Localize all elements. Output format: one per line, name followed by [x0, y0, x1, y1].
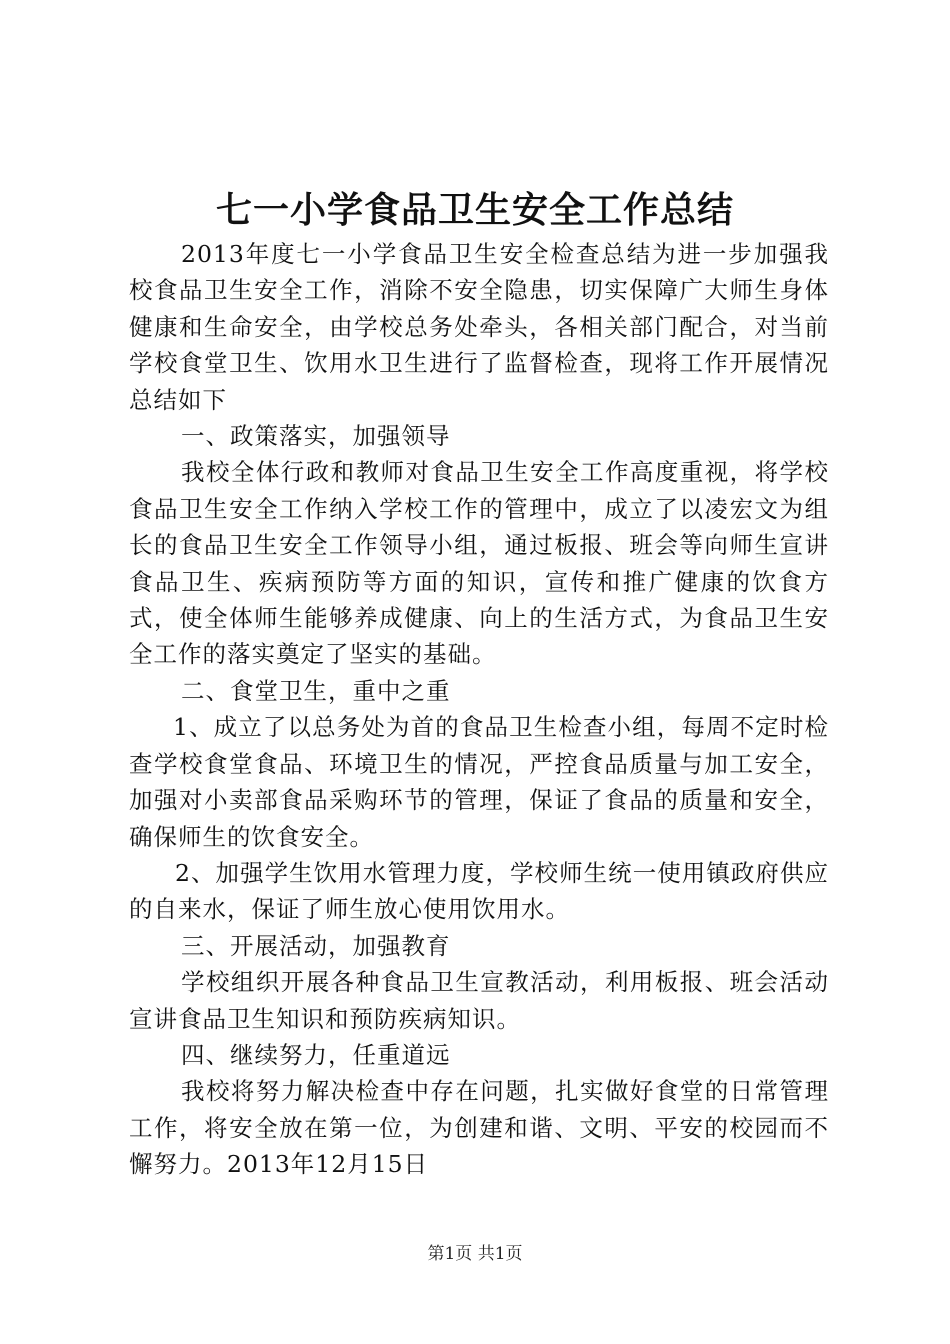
section-2-item-2: 2、加强学生饮用水管理力度，学校师生统一使用镇政府供应的自来水，保证了师生放心使用饮用水。 [129, 858, 829, 924]
section-3-paragraph: 学校组织开展各种食品卫生宣教活动，利用板报、班会活动宣讲食品卫生知识和预防疾病知识。 [129, 968, 829, 1033]
document-title: 七一小学食品卫生安全工作总结 [215, 189, 734, 231]
section-4-paragraph: 我校将努力解决检查中存在问题，扎实做好食堂的日常管理工作，将安全放在第一位，为创建和谐、文明、平安的校园而不懈努力。2013年12月15日 [129, 1077, 829, 1179]
section-heading-4: 四、继续努力，任重道远 [181, 1040, 451, 1069]
page-footer: 第1页 共1页 [427, 1244, 523, 1264]
section-heading-3: 三、开展活动，加强教育 [181, 931, 451, 960]
intro-paragraph: 2013年度七一小学食品卫生安全检查总结为进一步加强我校食品卫生安全工作，消除不安全隐患，切实保障广大师生身体健康和生命安全，由学校总务处牵头，各相关部门配合，对当前学校食堂卫生、饮用水卫生进行了监督检查，现将工作开展情况总结如下 [129, 240, 829, 414]
section-heading-2: 二、食堂卫生，重中之重 [181, 676, 451, 705]
section-2-item-1: 1、成立了以总务处为首的食品卫生检查小组，每周不定时检查学校食堂食品、环境卫生的情况，严控食品质量与加工安全，加强对小卖部食品采购环节的管理，保证了食品的质量和安全，确保师生的饮食安全。 [129, 713, 829, 851]
document-body [129, 236, 829, 1183]
section-1-paragraph: 我校全体行政和教师对食品卫生安全工作高度重视，将学校食品卫生安全工作纳入学校工作的管理中，成立了以凌宏文为组长的食品卫生安全工作领导小组，通过板报、班会等向师生宣讲食品卫生、疾病预防等方面的知识，宣传和推广健康的饮食方式，使全体师生能够养成健康、向上的生活方式，为食品卫生安全工作的落实奠定了坚实的基础。 [129, 458, 829, 669]
section-heading-1: 一、政策落实，加强领导 [181, 422, 451, 451]
